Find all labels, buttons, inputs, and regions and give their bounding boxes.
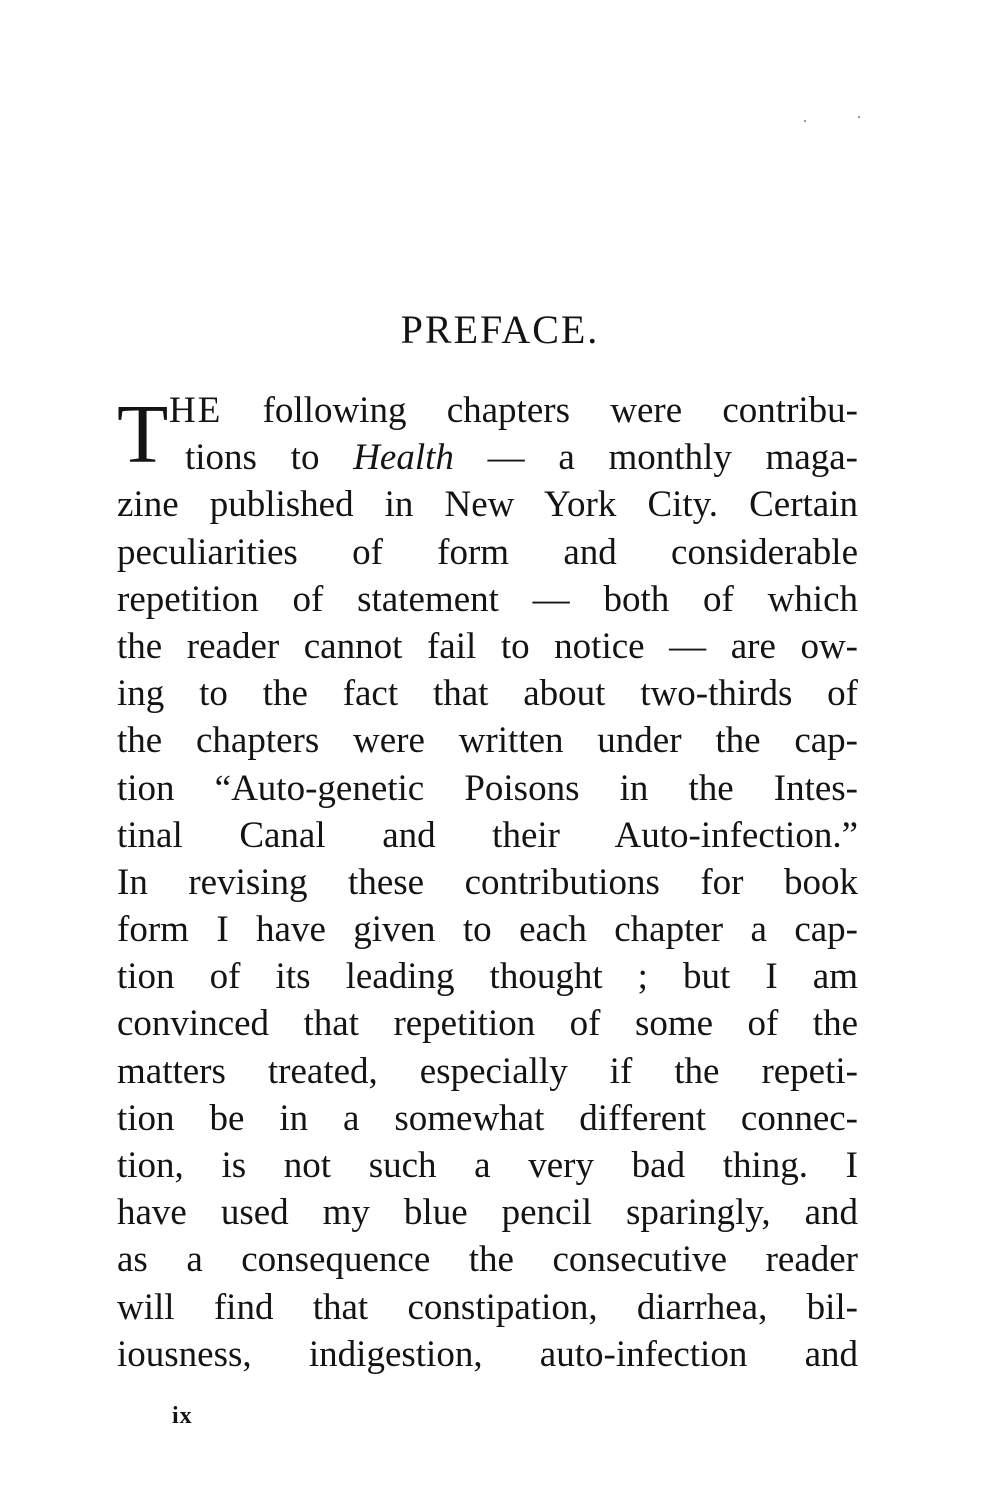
page-number: ix — [172, 1403, 193, 1429]
drop-cap: T — [117, 388, 169, 481]
magazine-title: Health — [353, 437, 454, 479]
text-line: have used my blue pencil sparingly, and — [117, 1192, 858, 1234]
second-line-end: — a monthly maga- — [453, 437, 858, 479]
print-speck — [858, 116, 860, 118]
text-line: tion, is not such a very bad thing. I — [117, 1145, 858, 1186]
text-lines — [117, 481, 858, 1378]
first-line-text: following chapters were contribu- — [222, 390, 858, 431]
text-line: as a consequence the consecutive reader — [117, 1239, 858, 1281]
text-line: convinced that repetition of some of the — [117, 1003, 858, 1045]
text-line: will find that constipation, diarrhea, bil- — [117, 1286, 858, 1328]
text-line: ing to the fact that about two-thirds of — [117, 673, 858, 715]
text-line: iousness, indigestion, auto-infection and — [117, 1333, 858, 1375]
text-line: In revising these contributions for book — [117, 861, 858, 903]
print-speck — [804, 120, 806, 122]
text-line: repetition of statement — both of which — [117, 578, 858, 620]
text-line: zine published in New York City. Certain — [117, 484, 858, 526]
preface-body — [117, 387, 858, 1378]
text-line: tion be in a somewhat different connec- — [117, 1097, 858, 1139]
page-title: PREFACE. — [400, 307, 600, 352]
first-line-opening: HE — [169, 390, 223, 431]
text-line: the reader cannot fail to notice — are ow- — [117, 625, 858, 667]
text-line: matters treated, especially if the repeti- — [117, 1050, 858, 1092]
second-line — [117, 434, 858, 481]
text-line: peculiarities of form and considerable — [117, 531, 858, 573]
text-line: form I have given to each chapter a cap- — [117, 909, 858, 951]
text-line: tion “Auto-genetic Poisons in the Intes- — [117, 767, 858, 809]
text-line: the chapters were written under the cap- — [117, 720, 858, 762]
text-line: tion of its leading thought ; but I am — [117, 956, 858, 998]
second-line-start: tions to — [185, 437, 354, 479]
text-line: tinal Canal and their Auto-infection.” — [117, 814, 858, 856]
